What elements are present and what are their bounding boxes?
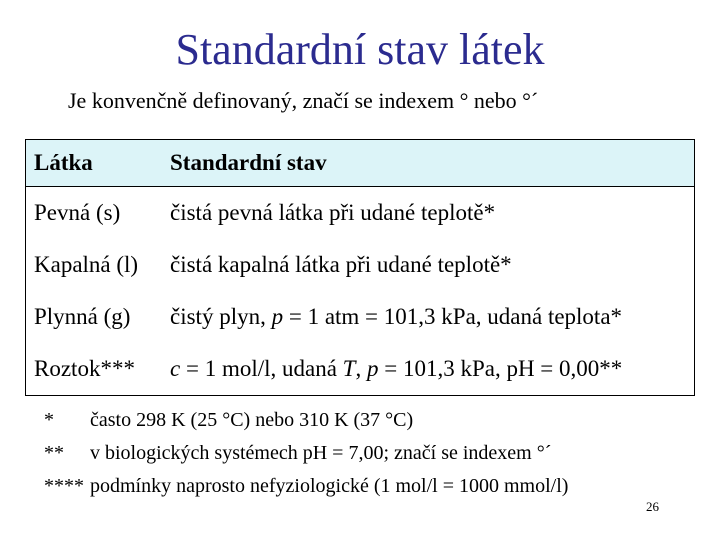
slide-subtitle: Je konvenčně definovaný, značí se indexem ° nebo °´ <box>68 88 539 113</box>
description-cell <box>162 291 695 343</box>
footnote-text: často 298 K (25 °C) nebo 310 K (37 °C) <box>90 409 414 431</box>
symbol-p: p <box>366 356 379 381</box>
state-cell: Plynná (g) <box>34 304 131 329</box>
header-substance: Látka <box>26 140 163 187</box>
desc-text: , <box>355 356 367 381</box>
description-cell: čistá pevná látka při udané teplotě* <box>170 200 496 225</box>
page-number: 26 <box>646 499 659 514</box>
description-cell <box>162 343 695 396</box>
table-row <box>26 239 695 291</box>
symbol-p: p <box>271 304 284 329</box>
desc-text: = 1 mol/l, udaná <box>180 356 343 381</box>
footnote-mark: ** <box>44 442 64 464</box>
footnote-text: v biologických systémech pH = 7,00; značí se indexem °´ <box>90 442 552 464</box>
slide-title: Standardní stav látek <box>175 25 545 74</box>
table-row <box>26 187 695 240</box>
table-header-row <box>26 140 695 187</box>
table-row <box>26 343 695 396</box>
symbol-c: c <box>170 356 181 381</box>
footnote <box>44 437 568 470</box>
desc-text: = 101,3 kPa, pH = 0,00** <box>378 356 623 381</box>
desc-text: čistý plyn, <box>170 304 272 329</box>
state-cell: Pevná (s) <box>34 200 121 225</box>
footnote <box>44 404 568 437</box>
standard-state-table <box>25 139 695 396</box>
footnotes <box>44 404 568 503</box>
footnote-text: podmínky naprosto nefyziologické (1 mol/l = 1000 mmol/l) <box>90 475 569 497</box>
desc-text: = 1 atm = 101,3 kPa, udaná teplota* <box>283 304 623 329</box>
symbol-t: T <box>342 356 356 381</box>
footnote <box>44 470 568 503</box>
footnote-mark: * <box>44 409 54 431</box>
table-row <box>26 291 695 343</box>
state-cell: Roztok*** <box>34 356 135 381</box>
footnote-mark: **** <box>44 475 84 497</box>
description-cell: čistá kapalná látka při udané teplotě* <box>170 252 512 277</box>
header-standard-state: Standardní stav <box>162 140 695 187</box>
state-cell: Kapalná (l) <box>34 252 139 277</box>
